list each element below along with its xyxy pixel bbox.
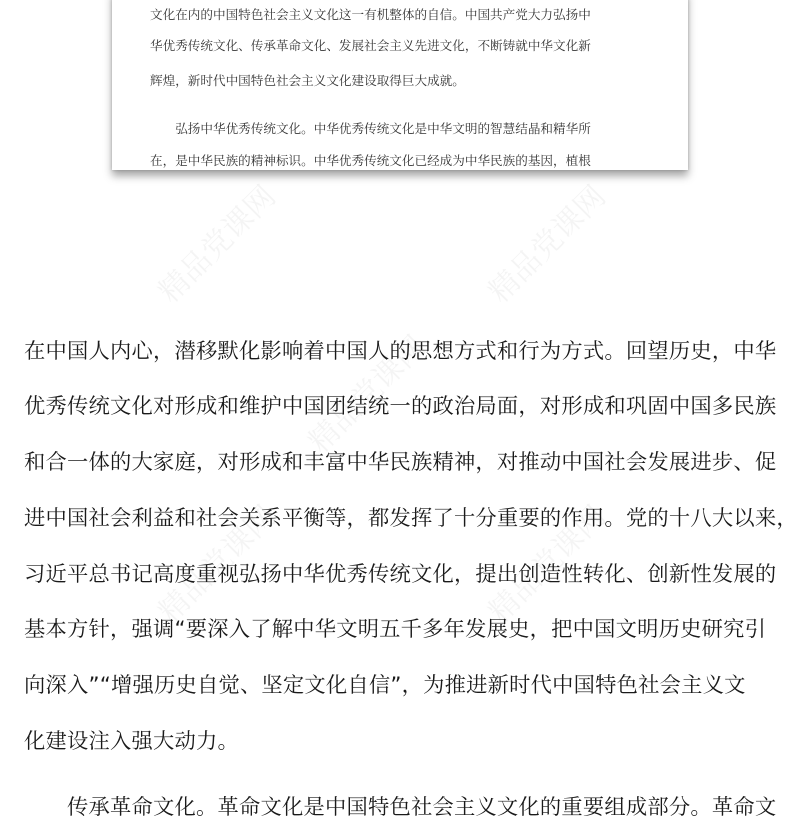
body-text-line: 化建设注入强大动力。 — [24, 729, 239, 754]
body-text-line: 向深入”“增强历史自觉、坚定文化自信”，为推进新时代中国特色社会主义文 — [24, 673, 746, 698]
card-text-line: 华优秀传统文化、传承革命文化、发展社会主义先进文化，不断铸就中华文化新 — [150, 38, 591, 53]
card-text-line: 在，是中华民族的精神标识。中华优秀传统文化已经成为中华民族的基因，植根 — [150, 153, 591, 168]
body-text-line: 和合一体的大家庭，对形成和丰富中华民族精神，对推动中国社会发展进步、促 — [24, 450, 777, 475]
watermark — [146, 173, 283, 310]
body-text-line: 进中国社会利益和社会关系平衡等，都发挥了十分重要的作用。党的十八大以来， — [24, 506, 798, 531]
card-text-line: 文化在内的中国特色社会主义文化这一有机整体的自信。中国共产党大力弘扬中 — [150, 7, 591, 22]
body-text-line: 优秀传统文化对形成和维护中国团结统一的政治局面，对形成和巩固中国多民族 — [24, 394, 777, 419]
card-text-line: 辉煌，新时代中国特色社会主义文化建设取得巨大成就。 — [150, 73, 465, 88]
body-text-line: 在中国人内心，潜移默化影响着中国人的思想方式和行为方式。回望历史，中华 — [24, 339, 777, 364]
body-text-line: 基本方针，强调“要深入了解中华文明五千多年发展史，把中国文明历史研究引 — [24, 617, 767, 642]
card-text-line: 弘扬中华优秀传统文化。中华优秀传统文化是中华文明的智慧结晶和精华所 — [150, 121, 591, 136]
watermark — [476, 173, 613, 310]
document-preview-card — [112, 0, 688, 170]
body-text-line: 习近平总书记高度重视弘扬中华优秀传统文化，提出创造性转化、创新性发展的 — [24, 562, 777, 587]
body-text-line: 传承革命文化。革命文化是中国特色社会主义文化的重要组成部分。革命文 — [24, 795, 777, 820]
